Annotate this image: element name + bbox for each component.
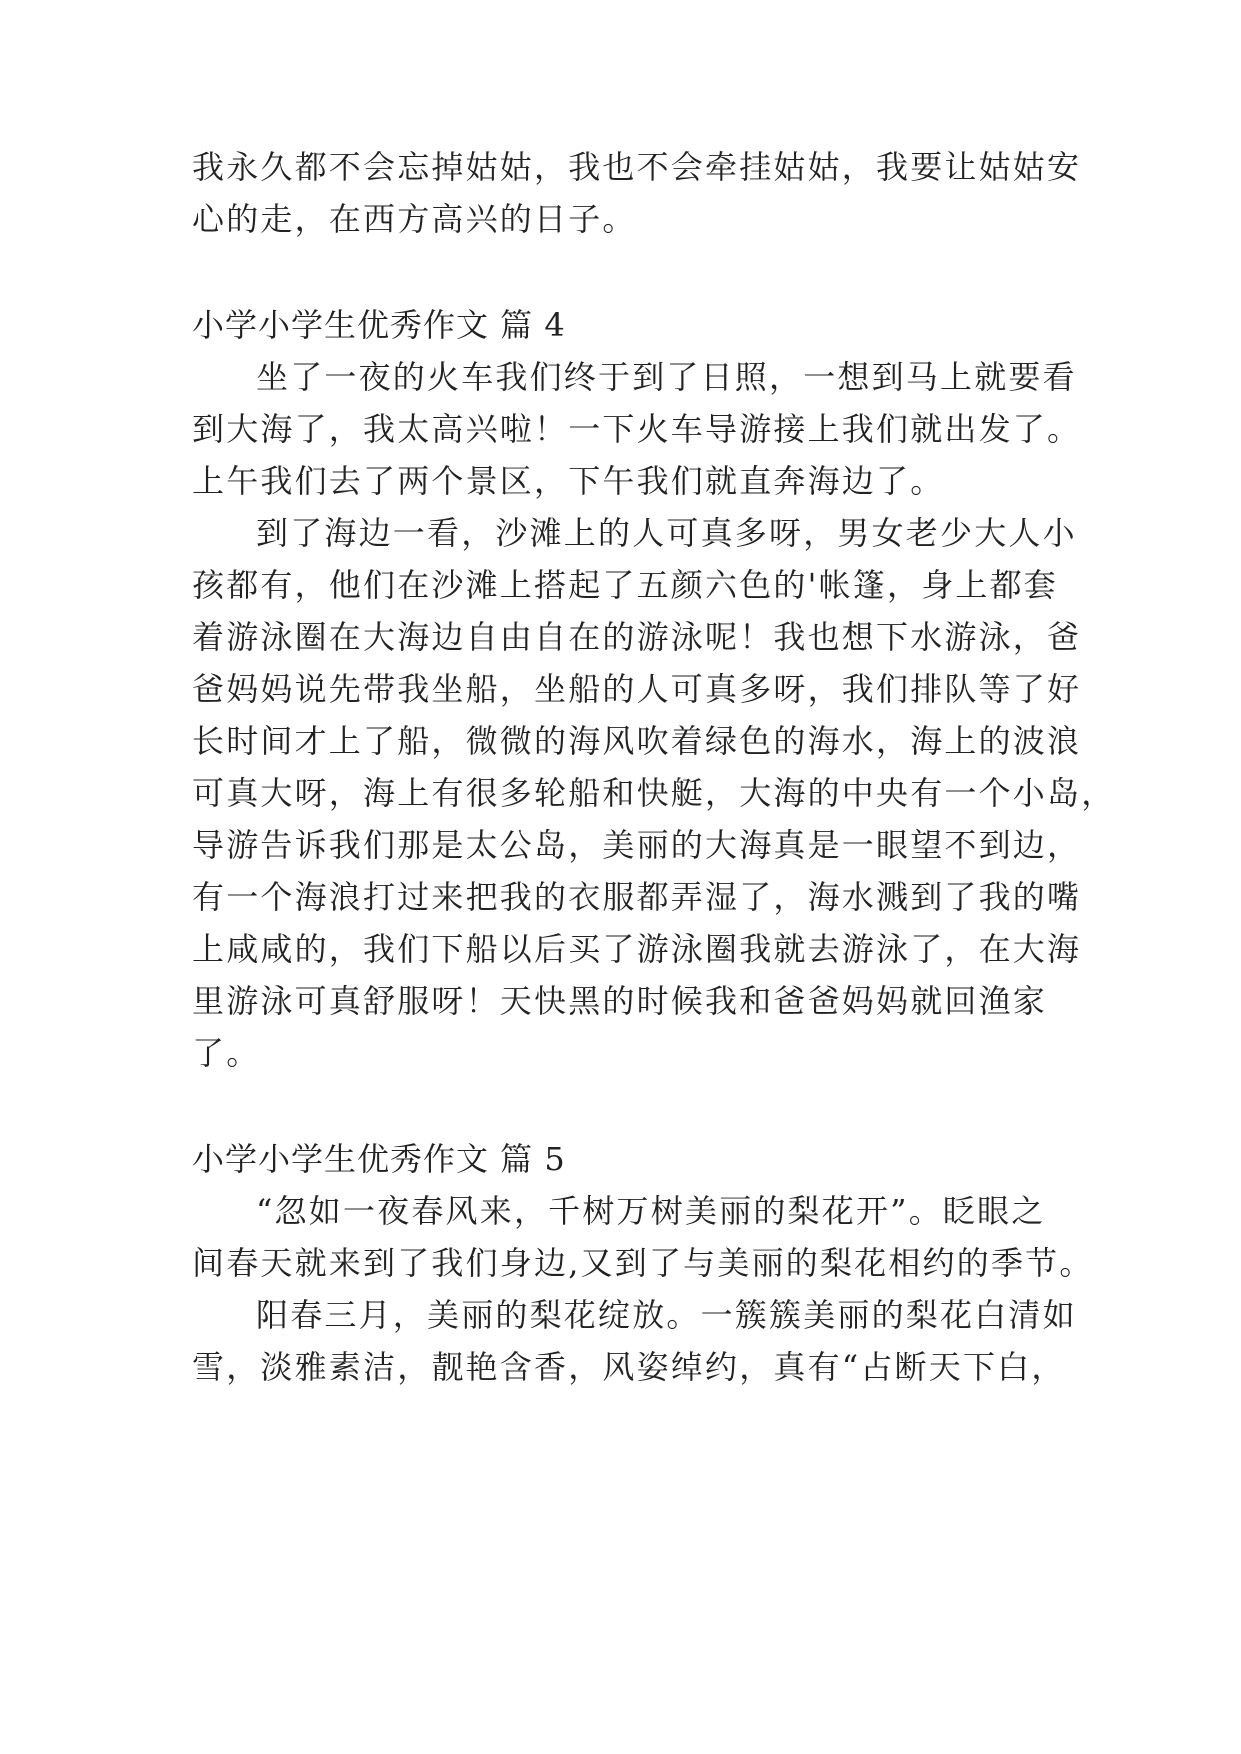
paragraph-line: 孩都有，他们在沙滩上搭起了五颜六色的'帐篷，身上都套: [192, 566, 1058, 604]
paragraph-line: 长时间才上了船，微微的海风吹着绿色的海水，海上的波浪: [192, 722, 1082, 760]
paragraph-line: 到了海边一看，沙滩上的人可真多呀，男女老少大人小: [256, 514, 1077, 552]
paragraph-line: 爸妈妈说先带我坐船，坐船的人可真多呀，我们排队等了好: [192, 670, 1082, 708]
paragraph-line: 我永久都不会忘掉姑姑，我也不会牵挂姑姑，我要让姑姑安: [192, 148, 1082, 186]
paragraph-line: 上咸咸的，我们下船以后买了游泳圈我就去游泳了，在大海: [192, 930, 1082, 968]
paragraph-line: “忽如一夜春风来，千树万树美丽的梨花开”。眨眼之: [256, 1192, 1046, 1230]
paragraph-line: 里游泳可真舒服呀！天快黑的时候我和爸爸妈妈就回渔家: [192, 982, 1048, 1020]
section-heading-5: 小学小学生优秀作文 篇 5: [192, 1140, 566, 1178]
paragraph-line: 心的走，在西方高兴的日子。: [192, 200, 637, 238]
paragraph-line: 上午我们去了两个景区，下午我们就直奔海边了。: [192, 462, 945, 500]
paragraph-line: 可真大呀，海上有很多轮船和快艇，大海的中央有一个小岛，: [192, 774, 1116, 812]
paragraph-line: 雪，淡雅素洁，靓艳含香，风姿绰约，真有“占断天下白，: [192, 1348, 1066, 1386]
paragraph-line: 导游告诉我们那是太公岛，美丽的大海真是一眼望不到边，: [192, 826, 1082, 864]
paragraph-line: 到大海了，我太高兴啦！一下火车导游接上我们就出发了。: [192, 410, 1082, 448]
paragraph-line: 着游泳圈在大海边自由自在的游泳呢！我也想下水游泳，爸: [192, 618, 1082, 656]
paragraph-line: 了。: [192, 1034, 261, 1072]
paragraph-line: 有一个海浪打过来把我的衣服都弄湿了，海水溅到了我的嘴: [192, 878, 1082, 916]
paragraph-line: 坐了一夜的火车我们终于到了日照，一想到马上就要看: [256, 358, 1077, 396]
paragraph-line: 间春天就来到了我们身边,又到了与美丽的梨花相约的季节。: [192, 1244, 1094, 1282]
paragraph-line: 阳春三月，美丽的梨花绽放。一簇簇美丽的梨花白清如: [256, 1296, 1077, 1334]
section-heading-4: 小学小学生优秀作文 篇 4: [192, 306, 566, 344]
